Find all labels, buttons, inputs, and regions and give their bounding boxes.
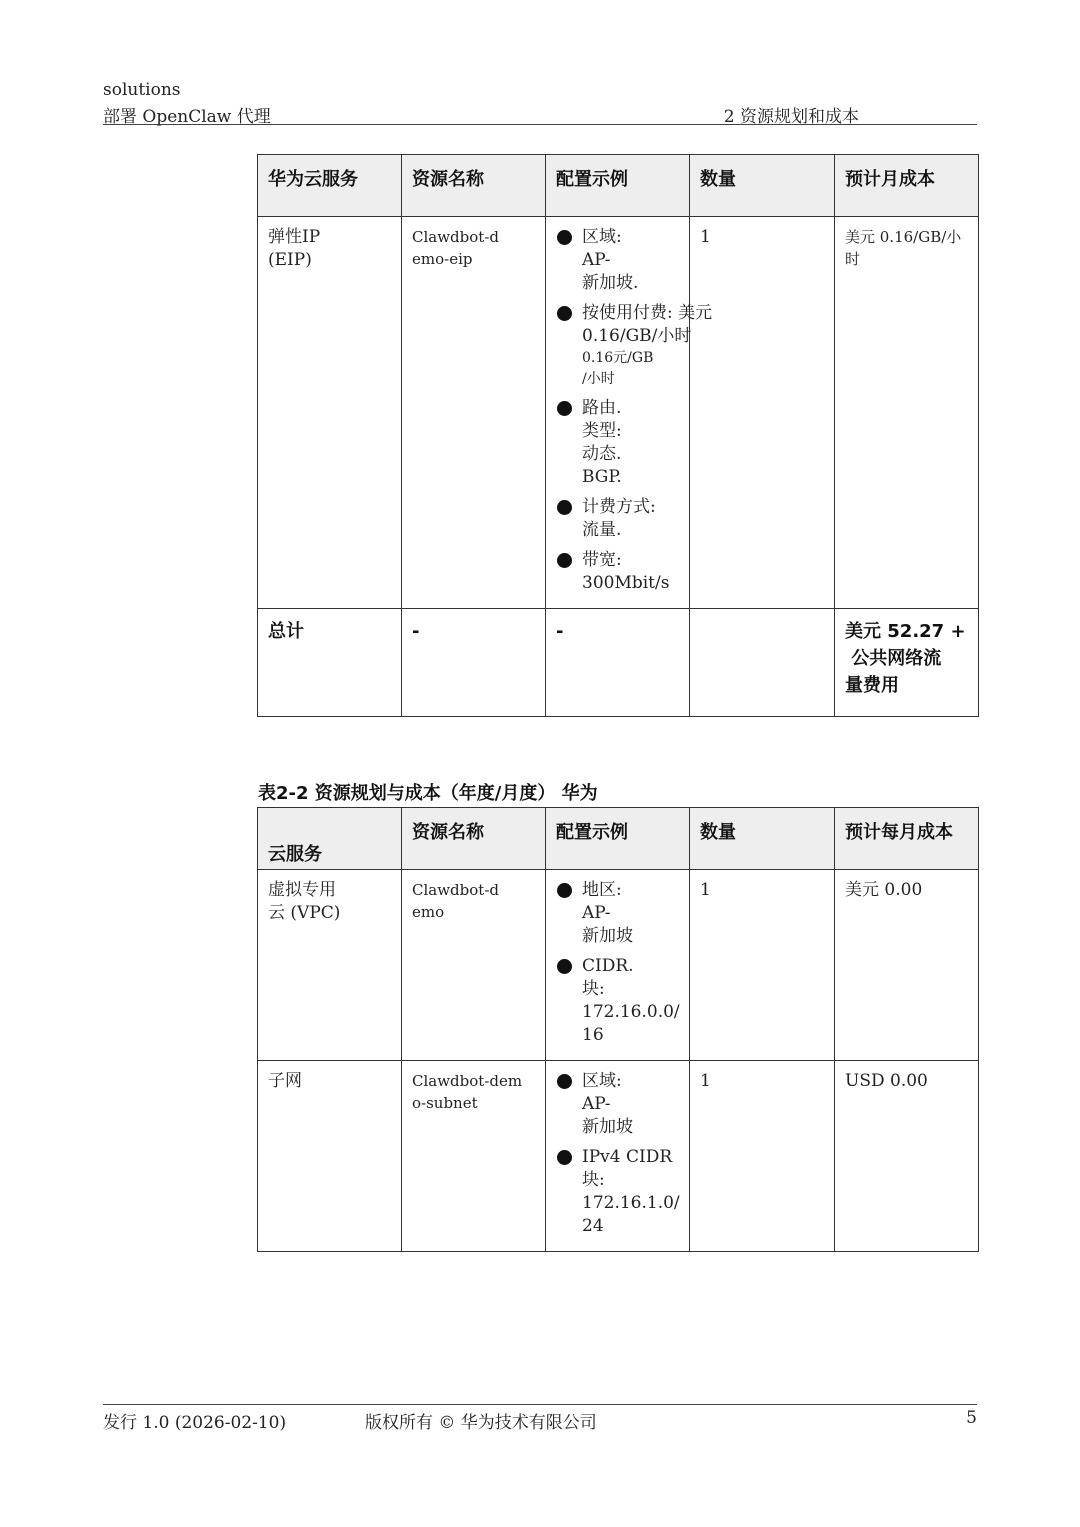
bullet-icon: [557, 230, 572, 245]
header-cell-resource-name: 资源名称: [402, 808, 546, 870]
cell-monthly-cost: 美元 0.00: [835, 870, 979, 1061]
cell-service: 子网: [258, 1061, 402, 1252]
list-item: 按使用付费: 美元 0.16/GB/小时 0.16元/GB /小时: [556, 302, 689, 390]
cell-monthly-cost: USD 0.00: [835, 1061, 979, 1252]
header-cell-resource-name: 资源名称: [402, 155, 546, 217]
bullet-icon: [557, 500, 572, 515]
resource-cost-table-1: [257, 154, 979, 717]
table-row-eip: [258, 217, 979, 609]
header-document-title: 部署 OpenClaw 代理: [103, 107, 271, 127]
list-item: 计费方式: 流量.: [556, 496, 689, 542]
cell-total-label: 总计: [258, 609, 402, 717]
cell-service: 弹性IP (EIP): [258, 217, 402, 609]
bullet-icon: [557, 401, 572, 416]
bullet-icon: [557, 1150, 572, 1165]
cell-total-cost: 美元 52.27 + 公共网络流 量费用: [835, 609, 979, 717]
header-chapter: 2 资源规划和成本: [723, 107, 859, 127]
resource-cost-table-2: [257, 807, 979, 1252]
cell-service: 虚拟专用 云 (VPC): [258, 870, 402, 1061]
cell-quantity: 1: [690, 217, 835, 609]
cell-resource-name: Clawdbot-d emo: [402, 870, 546, 1061]
list-item: 地区: AP- 新加坡: [556, 879, 689, 948]
header-cell-config: 配置示例: [546, 155, 690, 217]
header-cell-config: 配置示例: [546, 808, 690, 870]
header-cell-quantity: 数量: [690, 808, 835, 870]
page-number: 5: [966, 1408, 977, 1428]
table-caption: 表2-2 资源规划与成本（年度/月度） 华为: [258, 783, 598, 804]
page-footer: [103, 1404, 977, 1435]
cell-config: [546, 217, 713, 609]
table-row-vpc: [258, 870, 979, 1061]
list-item: 带宽: 300Mbit/s: [556, 549, 689, 595]
header-cell-monthly-cost: 预计每月成本: [835, 808, 979, 870]
bullet-icon: [557, 306, 572, 321]
header-product: solutions: [103, 80, 181, 100]
list-item: 区域: AP- 新加坡.: [556, 226, 689, 295]
cell-total-quantity: [690, 609, 835, 717]
cell-config: [546, 870, 690, 1061]
page-header: [103, 80, 977, 125]
list-item: IPv4 CIDR 块: 172.16.1.0/ 24: [556, 1146, 689, 1238]
header-cell-service: 云服务: [258, 808, 402, 870]
table-row-subnet: [258, 1061, 979, 1252]
bullet-icon: [557, 959, 572, 974]
header-cell-service: 华为云服务: [258, 155, 402, 217]
footer-issue: 发行 1.0 (2026-02-10): [103, 1413, 287, 1433]
table-row-total: [258, 609, 979, 717]
list-item: 区域: AP- 新加坡: [556, 1070, 689, 1139]
cell-resource-name: Clawdbot-d emo-eip: [402, 217, 546, 609]
bullet-icon: [557, 553, 572, 568]
footer-copyright: 版权所有 © 华为技术有限公司: [365, 1413, 597, 1433]
cell-quantity: 1: [690, 1061, 835, 1252]
list-item: 路由. 类型: 动态. BGP.: [556, 397, 689, 489]
table-header-row: [258, 808, 979, 870]
cell-total-config: -: [546, 609, 690, 717]
header-cell-quantity: 数量: [690, 155, 835, 217]
cell-config: [546, 1061, 690, 1252]
list-item: CIDR. 块: 172.16.0.0/ 16: [556, 955, 689, 1047]
cell-quantity: 1: [690, 870, 835, 1061]
cell-monthly-cost: 美元 0.16/GB/小 时: [835, 217, 979, 609]
header-cell-monthly-cost: 预计月成本: [835, 155, 979, 217]
bullet-icon: [557, 1074, 572, 1089]
cell-resource-name: Clawdbot-dem o-subnet: [402, 1061, 546, 1252]
table-header-row: [258, 155, 979, 217]
cell-total-name: -: [402, 609, 546, 717]
bullet-icon: [557, 883, 572, 898]
